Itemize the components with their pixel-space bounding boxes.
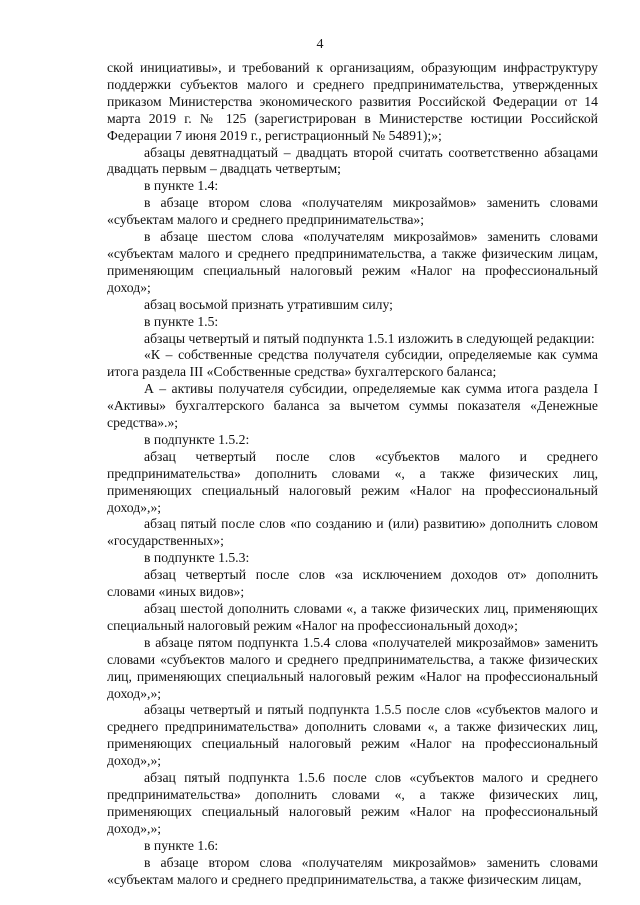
paragraph: в абзаце шестом слова «получателям микрозаймов» заменить словами «субъектам малого и среднего предпринимательства, а также физическим лицам, применяющим специальный налоговый режим «Налог на профессиональный доход»; (107, 229, 598, 295)
paragraph: в подпункте 1.5.3: (144, 550, 250, 566)
paragraph: в подпункте 1.5.2: (144, 431, 250, 447)
document-body (107, 60, 598, 888)
paragraph: абзац восьмой признать утратившим силу; (144, 296, 393, 312)
paragraph: в пункте 1.4: (144, 178, 219, 194)
paragraph: абзац четвертый после слов «за исключением доходов от» дополнить словами «иных видов»; (107, 567, 598, 600)
paragraph: абзац шестой дополнить словами «, а также физических лиц, применяющих специальный налоговый режим «Налог на профессиональный доход»; (107, 601, 598, 633)
paragraph: абзац пятый подпункта 1.5.6 после слов «субъектов малого и среднего предпринимательства» дополнить словами «, а также физических лиц, применяющих специальный налоговый режим «Налог на профессиональный доход»,»; (107, 770, 598, 836)
paragraph: ской инициативы», и требований к организациям, образующим инфраструктуру поддержки субъектов малого и среднего предпринимательства, утвержденных приказом Министерства экономического развития Российской Федерации от 14 марта 2019 г. № 125 (зарегистрирован в Министерстве юстиции Российской Федерации 7 июня 2019 г., регистрационный № 54891);»; (107, 60, 598, 143)
paragraph: А – активы получателя субсидии, определяемые как сумма итога раздела I «Активы» бухгалтерского баланса за вычетом суммы показателя «Денежные средства».»; (107, 381, 598, 431)
paragraph: абзацы четвертый и пятый подпункта 1.5.5 после слов «субъектов малого и среднего предпринимательства» дополнить словами «, а также физических лиц, применяющих специальный налоговый режим «Налог на профессиональный доход»,»; (107, 702, 598, 769)
paragraph: в пункте 1.6: (144, 837, 219, 853)
paragraph: в пункте 1.5: (144, 313, 219, 329)
paragraph: «К – собственные средства получателя субсидии, определяемые как сумма итога раздела III «Собственные средства» бухгалтерского баланса; (107, 347, 598, 380)
page-number: 4 (316, 37, 324, 52)
paragraph: в абзаце пятом подпункта 1.5.4 слова «получателей микрозаймов» заменить словами «субъектов малого и среднего предпринимательства, а также физических лиц, применяющих специальный налоговый режим «Налог на профессиональный доход»,»; (107, 634, 598, 701)
paragraph: абзац четвертый после слов «субъектов малого и среднего предпринимательства» дополнить словами «, а также физических лиц, применяющих специальный налоговый режим «Налог на профессиональный доход»,»; (107, 448, 598, 515)
paragraph: в абзаце втором слова «получателям микрозаймов» заменить словами «субъектам малого и среднего предпринимательства»; (107, 195, 598, 228)
paragraph: абзацы четвертый и пятый подпункта 1.5.1 изложить в следующей редакции: (144, 330, 595, 346)
paragraph: абзацы девятнадцатый – двадцать второй считать соответственно абзацами двадцать первым – двадцать четвертым; (107, 144, 598, 177)
paragraph: в абзаце втором слова «получателям микрозаймов» заменить словами «субъектам малого и среднего предпринимательства, а также физическим лицам, (107, 854, 598, 887)
paragraph: абзац пятый после слов «по созданию и (или) развитию» дополнить словом «государственных»; (107, 516, 598, 549)
